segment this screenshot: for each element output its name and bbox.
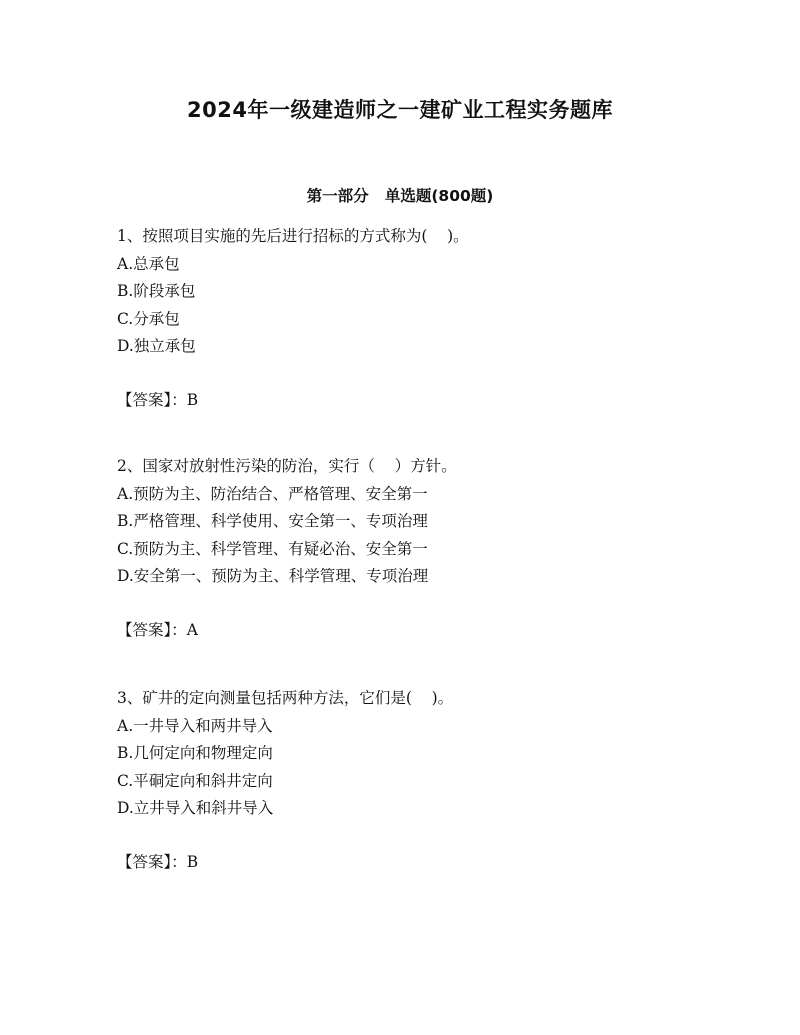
option-b: B.几何定向和物理定向 <box>117 744 273 762</box>
option-c: C.分承包 <box>117 309 180 328</box>
answer-line: 【答案】：B <box>117 852 199 871</box>
document-title: 2024年一级建造师之一建矿业工程实务题库 <box>187 98 613 122</box>
option-c: C.预防为主、科学管理、有疑必治、安全第一 <box>117 539 428 558</box>
option-a: A.一井导入和两井导入 <box>117 716 273 735</box>
answer-line: 【答案】：B <box>117 390 199 409</box>
option-b: B.严格管理、科学使用、安全第一、专项治理 <box>117 512 428 530</box>
option-a: A.预防为主、防治结合、严格管理、安全第一 <box>117 484 428 503</box>
section-title: 第一部分 单选题(800题) <box>306 187 494 205</box>
option-d: D.立井导入和斜井导入 <box>117 799 274 817</box>
question-block <box>117 453 737 644</box>
question-stem: 1、按照项目实施的先后进行招标的方式称为( )。 <box>117 227 469 245</box>
question-block <box>117 685 737 876</box>
option-d: D.安全第一、预防为主、科学管理、专项治理 <box>117 567 429 585</box>
question-block <box>117 223 737 414</box>
question-stem: 3、矿井的定向测量包括两种方法，它们是( )。 <box>117 689 454 707</box>
option-d: D.独立承包 <box>117 337 196 355</box>
option-a: A.总承包 <box>117 254 180 273</box>
option-b: B.阶段承包 <box>117 282 196 300</box>
question-stem: 2、国家对放射性污染的防治，实行（ ）方针。 <box>117 457 457 475</box>
answer-line: 【答案】：A <box>117 620 198 639</box>
option-c: C.平硐定向和斜井定向 <box>117 771 273 790</box>
